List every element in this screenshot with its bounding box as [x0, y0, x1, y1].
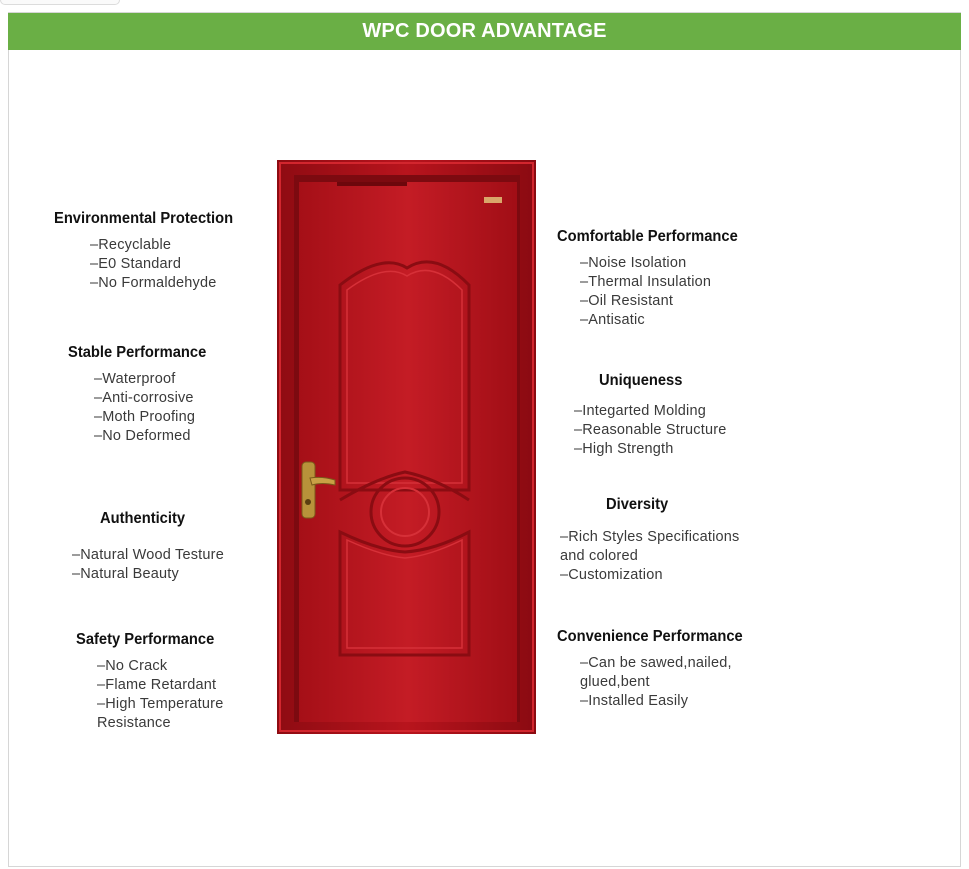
list-item: –No Deformed — [94, 428, 191, 444]
section-title: Safety Performance — [76, 631, 215, 648]
list-item: and colored — [560, 548, 638, 564]
feature-list — [560, 528, 739, 585]
feature-list — [94, 370, 218, 446]
list-item: –Waterproof — [94, 371, 176, 387]
section-title: Diversity — [606, 496, 669, 513]
list-item: –Natural Wood Testure — [72, 547, 224, 563]
feature-list — [97, 657, 226, 733]
section-title: Convenience Performance — [557, 628, 743, 645]
section-title: Authenticity — [100, 510, 186, 527]
section-convenience-performance — [557, 628, 759, 711]
list-item: –No Formaldehyde — [90, 275, 217, 291]
section-title: Stable Performance — [68, 344, 207, 361]
list-item: glued,bent — [580, 674, 650, 690]
section-comfortable-performance — [557, 228, 754, 330]
list-item: –Anti-corrosive — [94, 390, 194, 406]
door-image — [277, 160, 537, 736]
list-item: –No Crack — [97, 658, 168, 674]
list-item: –E0 Standard — [90, 256, 182, 272]
title-banner — [8, 13, 961, 50]
feature-list — [90, 236, 249, 293]
list-item: –Rich Styles Specifications — [560, 529, 740, 545]
section-authenticity — [72, 510, 224, 584]
list-item: –Thermal Insulation — [580, 274, 712, 290]
section-diversity — [560, 496, 739, 585]
list-item: –High Strength — [574, 441, 674, 457]
top-tab-stub — [0, 0, 120, 5]
list-item: –Natural Beauty — [72, 566, 179, 582]
section-safety-performance — [76, 631, 226, 733]
section-uniqueness — [574, 372, 727, 459]
section-environmental-protection — [54, 210, 249, 293]
list-item: –Flame Retardant — [97, 677, 217, 693]
list-item: –Antisatic — [580, 312, 645, 328]
feature-list — [574, 402, 727, 459]
lock-plate-icon — [302, 462, 315, 518]
list-item: –Integarted Molding — [574, 403, 706, 419]
list-item: –High Temperature — [97, 696, 224, 712]
feature-list — [580, 254, 754, 330]
feature-list — [580, 654, 759, 711]
door-handle-icon — [310, 477, 335, 485]
hinge-icon — [484, 197, 502, 203]
feature-list — [72, 546, 224, 584]
list-item: –Reasonable Structure — [574, 422, 727, 438]
section-stable-performance — [68, 344, 218, 446]
list-item: –Oil Resistant — [580, 293, 674, 309]
door-leaf — [299, 182, 517, 722]
list-item: Resistance — [97, 715, 171, 731]
list-item: –Recyclable — [90, 237, 172, 253]
page-title: WPC DOOR ADVANTAGE — [362, 20, 607, 42]
list-item: –Moth Proofing — [94, 409, 196, 425]
section-title: Uniqueness — [599, 372, 683, 389]
list-item: –Customization — [560, 567, 663, 583]
list-item: –Can be sawed,nailed, — [580, 655, 732, 671]
list-item: –Installed Easily — [580, 693, 689, 709]
section-title: Comfortable Performance — [557, 228, 738, 245]
section-title: Environmental Protection — [54, 210, 234, 227]
list-item: –Noise Isolation — [580, 255, 687, 271]
